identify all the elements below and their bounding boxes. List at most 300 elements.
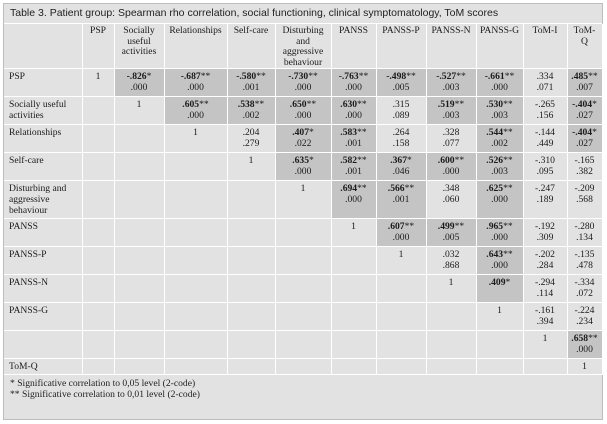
rho-number: .334 bbox=[536, 71, 554, 83]
significance-marker: * bbox=[309, 155, 314, 167]
table-cell bbox=[476, 331, 523, 359]
column-header: ToM-I bbox=[523, 24, 567, 69]
table-cell bbox=[426, 181, 476, 219]
rho-number: -.404 bbox=[572, 127, 593, 139]
table-cell bbox=[523, 331, 567, 359]
rho-number: -.661 bbox=[484, 71, 505, 83]
rho-number: -.763 bbox=[338, 71, 359, 83]
table-cell bbox=[426, 125, 476, 153]
p-value: .089 bbox=[392, 109, 410, 121]
table-cell bbox=[376, 219, 426, 247]
table-cell bbox=[476, 97, 523, 125]
table-cell bbox=[227, 125, 275, 153]
table-cell bbox=[275, 181, 331, 219]
rho-number: .635 bbox=[292, 155, 309, 167]
rho-number: 1 bbox=[497, 305, 502, 317]
p-value: .002 bbox=[491, 137, 508, 149]
rho-number: -.165 bbox=[574, 155, 595, 167]
table-cell bbox=[426, 303, 476, 331]
table-cell bbox=[567, 275, 602, 303]
table-row bbox=[4, 219, 602, 247]
rho-value bbox=[480, 306, 520, 317]
table-cell bbox=[523, 275, 567, 303]
row-label: PANSS-P bbox=[4, 247, 82, 275]
header-corner bbox=[4, 24, 82, 69]
row-label: Relationships bbox=[4, 125, 82, 153]
p-value: .003 bbox=[491, 165, 508, 177]
table-cell bbox=[567, 181, 602, 219]
row-label: Socially useful activities bbox=[4, 97, 82, 125]
table-cell bbox=[331, 69, 376, 97]
table-cell bbox=[331, 303, 376, 331]
rho-number: .650 bbox=[289, 99, 307, 111]
rho-number: .566 bbox=[387, 183, 405, 195]
rho-number: 1 bbox=[136, 99, 142, 111]
rho-number: -.265 bbox=[535, 99, 555, 111]
rho-number: -.247 bbox=[535, 183, 555, 195]
p-value: .868 bbox=[442, 259, 460, 271]
table-cell bbox=[476, 303, 523, 331]
rho-number: -.135 bbox=[574, 249, 595, 261]
column-header: Relationships bbox=[164, 24, 227, 69]
rho-number: -.580 bbox=[236, 71, 257, 83]
rho-number: .485 bbox=[571, 71, 589, 83]
p-value: .077 bbox=[442, 137, 460, 149]
table-cell bbox=[376, 181, 426, 219]
rho-value bbox=[480, 278, 520, 289]
table-cell bbox=[114, 125, 164, 153]
table-row bbox=[4, 153, 602, 181]
p-value: .279 bbox=[242, 137, 260, 149]
table-cell bbox=[567, 247, 602, 275]
table-cell bbox=[476, 359, 523, 375]
significance-marker: ** bbox=[454, 221, 465, 233]
rho-number: 1 bbox=[582, 361, 587, 373]
significance-marker: ** bbox=[254, 99, 265, 111]
table-row bbox=[4, 181, 602, 219]
significance-marker: ** bbox=[306, 99, 317, 111]
p-value: .189 bbox=[536, 193, 554, 205]
significance-marker: ** bbox=[503, 249, 513, 261]
table-cell bbox=[164, 69, 227, 97]
rho-number: .658 bbox=[571, 333, 589, 345]
table-row bbox=[4, 125, 602, 153]
rho-number: .367 bbox=[390, 155, 407, 167]
p-value: .284 bbox=[536, 259, 554, 271]
table-cell bbox=[164, 331, 227, 359]
rho-number: .694 bbox=[340, 183, 358, 195]
p-value: .449 bbox=[536, 137, 554, 149]
p-value: .001 bbox=[242, 81, 260, 93]
significance-marker: ** bbox=[454, 99, 465, 111]
table-cell bbox=[426, 69, 476, 97]
table-cell bbox=[426, 97, 476, 125]
table-cell bbox=[114, 153, 164, 181]
p-value: .234 bbox=[576, 315, 593, 327]
table-cell bbox=[275, 97, 331, 125]
significance-marker: ** bbox=[357, 183, 367, 195]
table-cell bbox=[331, 359, 376, 375]
significance-marker: ** bbox=[503, 221, 513, 233]
column-header: Self-care bbox=[227, 24, 275, 69]
significance-marker: ** bbox=[357, 99, 367, 111]
p-value: .046 bbox=[392, 165, 410, 177]
significance-marker: ** bbox=[503, 99, 513, 111]
table-cell bbox=[476, 69, 523, 97]
rho-number: .643 bbox=[486, 249, 504, 261]
p-value: .568 bbox=[576, 193, 593, 205]
significance-marker: ** bbox=[308, 71, 318, 83]
table-cell bbox=[82, 303, 114, 331]
p-value: .022 bbox=[294, 137, 312, 149]
table-cell bbox=[567, 153, 602, 181]
rho-number: -.826 bbox=[126, 71, 147, 83]
table-cell bbox=[567, 303, 602, 331]
table-cell bbox=[376, 359, 426, 375]
table-cell bbox=[275, 69, 331, 97]
table-cell bbox=[82, 275, 114, 303]
table-cell bbox=[376, 69, 426, 97]
rho-number: 1 bbox=[448, 277, 454, 289]
rho-number: 1 bbox=[351, 221, 356, 233]
table-cell bbox=[523, 181, 567, 219]
table-cell bbox=[114, 181, 164, 219]
rho-value bbox=[279, 184, 328, 195]
rho-value bbox=[335, 222, 373, 233]
table-cell bbox=[331, 125, 376, 153]
table-cell bbox=[523, 97, 567, 125]
table-cell bbox=[114, 247, 164, 275]
row-label: PANSS-N bbox=[4, 275, 82, 303]
table-cell bbox=[331, 181, 376, 219]
p-value: .003 bbox=[442, 81, 460, 93]
table-cell bbox=[275, 275, 331, 303]
table-cell bbox=[567, 219, 602, 247]
column-header: PANSS-N bbox=[426, 24, 476, 69]
rho-number: -.224 bbox=[574, 305, 595, 317]
table-cell bbox=[164, 125, 227, 153]
column-header: ToM-Q bbox=[567, 24, 602, 69]
table-cell bbox=[476, 219, 523, 247]
rho-value bbox=[527, 334, 564, 345]
table-cell bbox=[331, 247, 376, 275]
significance-marker: ** bbox=[503, 183, 513, 195]
rho-number: -.202 bbox=[535, 249, 555, 261]
footnotes bbox=[4, 375, 602, 405]
significance-marker: ** bbox=[456, 71, 466, 83]
table-cell bbox=[523, 247, 567, 275]
p-value: .027 bbox=[576, 137, 593, 149]
table-cell bbox=[523, 153, 567, 181]
rho-number: -.334 bbox=[574, 277, 595, 289]
p-value: .000 bbox=[442, 165, 460, 177]
rho-value bbox=[231, 156, 272, 167]
rho-number: 1 bbox=[248, 155, 254, 167]
table-row bbox=[4, 359, 602, 375]
table-cell bbox=[476, 181, 523, 219]
table-cell bbox=[376, 125, 426, 153]
table-cell bbox=[476, 125, 523, 153]
p-value: .134 bbox=[576, 231, 593, 243]
p-value: .000 bbox=[491, 259, 508, 271]
p-value: .000 bbox=[130, 81, 148, 93]
table-cell bbox=[567, 125, 602, 153]
table-cell bbox=[227, 219, 275, 247]
column-header: Socially useful activities bbox=[114, 24, 164, 69]
footnote-1: * Significative correlation to 0,05 level (2-code) bbox=[10, 378, 196, 390]
rho-number: .348 bbox=[442, 183, 460, 195]
p-value: .382 bbox=[576, 165, 593, 177]
p-value: .114 bbox=[536, 287, 554, 299]
rho-number: .583 bbox=[340, 127, 358, 139]
rho-value bbox=[168, 128, 224, 139]
rho-number: -.687 bbox=[180, 71, 201, 83]
table-cell bbox=[275, 359, 331, 375]
significance-marker: ** bbox=[357, 127, 367, 139]
row-label: Disturbing and aggressive behaviour bbox=[4, 181, 82, 219]
p-value: .000 bbox=[345, 109, 362, 121]
significance-marker: ** bbox=[404, 183, 415, 195]
p-value: .309 bbox=[536, 231, 554, 243]
significance-marker: ** bbox=[404, 221, 415, 233]
significance-marker: ** bbox=[503, 155, 513, 167]
column-header: PSP bbox=[82, 24, 114, 69]
rho-number: 1 bbox=[95, 71, 101, 83]
p-value: .071 bbox=[536, 81, 554, 93]
significance-marker: ** bbox=[200, 71, 211, 83]
table-cell bbox=[82, 181, 114, 219]
table-cell bbox=[82, 219, 114, 247]
rho-number: .032 bbox=[442, 249, 460, 261]
table-cell bbox=[426, 275, 476, 303]
table-cell bbox=[275, 303, 331, 331]
rho-number: -.730 bbox=[288, 71, 309, 83]
table-cell bbox=[227, 153, 275, 181]
p-value: .000 bbox=[345, 81, 362, 93]
rho-number: .409 bbox=[488, 277, 506, 289]
row-label: PANSS bbox=[4, 219, 82, 247]
column-header: Disturbing and aggressive behaviour bbox=[275, 24, 331, 69]
table-cell bbox=[376, 331, 426, 359]
table-row bbox=[4, 303, 602, 331]
significance-marker: * bbox=[407, 155, 412, 167]
table-cell bbox=[82, 125, 114, 153]
column-header: PANSS bbox=[331, 24, 376, 69]
table-cell bbox=[331, 331, 376, 359]
table-cell bbox=[523, 69, 567, 97]
table-cell bbox=[426, 331, 476, 359]
significance-marker: ** bbox=[588, 333, 598, 345]
p-value: .000 bbox=[392, 231, 410, 243]
table-row bbox=[4, 69, 602, 97]
table-cell bbox=[567, 359, 602, 375]
rho-value bbox=[380, 250, 423, 261]
rho-number: -.310 bbox=[535, 155, 555, 167]
rho-number: 1 bbox=[193, 127, 198, 139]
rho-number: .625 bbox=[486, 183, 504, 195]
rho-number: .530 bbox=[486, 99, 504, 111]
table-cell bbox=[164, 359, 227, 375]
table-cell bbox=[227, 275, 275, 303]
table-cell bbox=[114, 69, 164, 97]
table-cell bbox=[227, 69, 275, 97]
rho-value bbox=[86, 72, 111, 83]
table-cell bbox=[523, 359, 567, 375]
table-cell bbox=[227, 359, 275, 375]
p-value: .000 bbox=[491, 81, 508, 93]
table-cell bbox=[227, 331, 275, 359]
table-cell bbox=[82, 331, 114, 359]
rho-number: 1 bbox=[300, 183, 306, 195]
table-cell bbox=[426, 153, 476, 181]
row-label: PANSS-G bbox=[4, 303, 82, 331]
table-cell bbox=[164, 247, 227, 275]
p-value: .003 bbox=[491, 109, 508, 121]
p-value: .000 bbox=[491, 231, 508, 243]
p-value: .002 bbox=[242, 109, 260, 121]
p-value: .478 bbox=[576, 259, 593, 271]
significance-marker: ** bbox=[256, 71, 266, 83]
rho-number: .315 bbox=[392, 99, 410, 111]
p-value: .158 bbox=[392, 137, 410, 149]
rho-number: .519 bbox=[437, 99, 455, 111]
p-value: .000 bbox=[294, 165, 312, 177]
rho-number: .499 bbox=[437, 221, 455, 233]
table-cell bbox=[82, 69, 114, 97]
table-cell bbox=[275, 125, 331, 153]
rho-number: .582 bbox=[340, 155, 358, 167]
significance-marker: * bbox=[592, 99, 597, 111]
p-value: .000 bbox=[187, 109, 204, 121]
table-cell bbox=[331, 219, 376, 247]
table-cell bbox=[376, 153, 426, 181]
rho-number: .407 bbox=[292, 127, 309, 139]
p-value: .394 bbox=[536, 315, 554, 327]
p-value: .000 bbox=[491, 193, 508, 205]
rho-number: -.404 bbox=[572, 99, 593, 111]
table-cell bbox=[82, 359, 114, 375]
p-value: .156 bbox=[536, 109, 554, 121]
table-cell bbox=[227, 97, 275, 125]
significance-marker: * bbox=[592, 127, 597, 139]
significance-marker: ** bbox=[406, 71, 416, 83]
table-cell bbox=[476, 153, 523, 181]
table-frame bbox=[3, 3, 603, 420]
table-cell bbox=[227, 303, 275, 331]
rho-number: -.161 bbox=[535, 305, 555, 317]
rho-number: .526 bbox=[486, 155, 504, 167]
p-value: .072 bbox=[576, 287, 593, 299]
p-value: .007 bbox=[576, 81, 593, 93]
significance-marker: ** bbox=[454, 155, 465, 167]
table-cell bbox=[567, 97, 602, 125]
rho-number: .204 bbox=[242, 127, 260, 139]
table-row bbox=[4, 97, 602, 125]
rho-number: .600 bbox=[437, 155, 455, 167]
rho-value bbox=[430, 278, 473, 289]
row-label: PSP bbox=[4, 69, 82, 97]
table-cell bbox=[164, 181, 227, 219]
rho-number: -.498 bbox=[386, 71, 407, 83]
p-value: .005 bbox=[392, 81, 410, 93]
table-cell bbox=[331, 97, 376, 125]
table-cell bbox=[114, 359, 164, 375]
table-row bbox=[4, 275, 602, 303]
table-cell bbox=[523, 219, 567, 247]
table-cell bbox=[164, 97, 227, 125]
correlation-table bbox=[4, 24, 603, 375]
header-row bbox=[4, 24, 602, 69]
table-row bbox=[4, 331, 602, 359]
table-cell bbox=[376, 97, 426, 125]
table-cell bbox=[376, 303, 426, 331]
table-cell bbox=[523, 125, 567, 153]
table-cell bbox=[164, 219, 227, 247]
table-cell bbox=[476, 247, 523, 275]
table-cell bbox=[331, 275, 376, 303]
significance-marker: ** bbox=[199, 99, 209, 111]
p-value: .000 bbox=[576, 343, 593, 355]
rho-number: .607 bbox=[387, 221, 405, 233]
rho-number: -.209 bbox=[574, 183, 595, 195]
significance-marker: ** bbox=[588, 71, 598, 83]
p-value: .001 bbox=[345, 137, 362, 149]
table-row bbox=[4, 247, 602, 275]
table-cell bbox=[275, 219, 331, 247]
table-cell bbox=[114, 331, 164, 359]
table-cell bbox=[164, 153, 227, 181]
rho-number: .605 bbox=[182, 99, 200, 111]
column-header: PANSS-G bbox=[476, 24, 523, 69]
table-cell bbox=[567, 69, 602, 97]
significance-marker: * bbox=[505, 277, 511, 289]
table-cell bbox=[82, 247, 114, 275]
table-cell bbox=[567, 331, 602, 359]
rho-value bbox=[118, 100, 161, 111]
table-cell bbox=[275, 153, 331, 181]
rho-number: .328 bbox=[442, 127, 460, 139]
table-cell bbox=[227, 247, 275, 275]
p-value: .000 bbox=[294, 81, 312, 93]
table-cell bbox=[476, 275, 523, 303]
table-cell bbox=[275, 331, 331, 359]
rho-number: 1 bbox=[398, 249, 404, 261]
p-value: .001 bbox=[345, 165, 362, 177]
p-value: .000 bbox=[294, 109, 312, 121]
p-value: .001 bbox=[392, 193, 410, 205]
row-label bbox=[4, 331, 82, 359]
rho-number: 1 bbox=[542, 333, 548, 345]
row-label: ToM-Q bbox=[4, 359, 82, 375]
significance-marker: ** bbox=[358, 71, 369, 83]
table-cell bbox=[376, 247, 426, 275]
table-cell bbox=[426, 247, 476, 275]
rho-number: -.527 bbox=[436, 71, 457, 83]
row-label: Self-care bbox=[4, 153, 82, 181]
rho-number: -.280 bbox=[574, 221, 595, 233]
p-value: .060 bbox=[442, 193, 460, 205]
table-cell bbox=[164, 275, 227, 303]
significance-marker: ** bbox=[357, 155, 367, 167]
rho-number: .264 bbox=[392, 127, 410, 139]
table-cell bbox=[114, 97, 164, 125]
footnote-2: ** Significative correlation to 0,01 level (2-code) bbox=[10, 389, 200, 401]
rho-number: .544 bbox=[486, 127, 504, 139]
rho-number: -.192 bbox=[535, 221, 555, 233]
table-cell bbox=[114, 219, 164, 247]
rho-value bbox=[571, 362, 599, 373]
table-cell bbox=[376, 275, 426, 303]
